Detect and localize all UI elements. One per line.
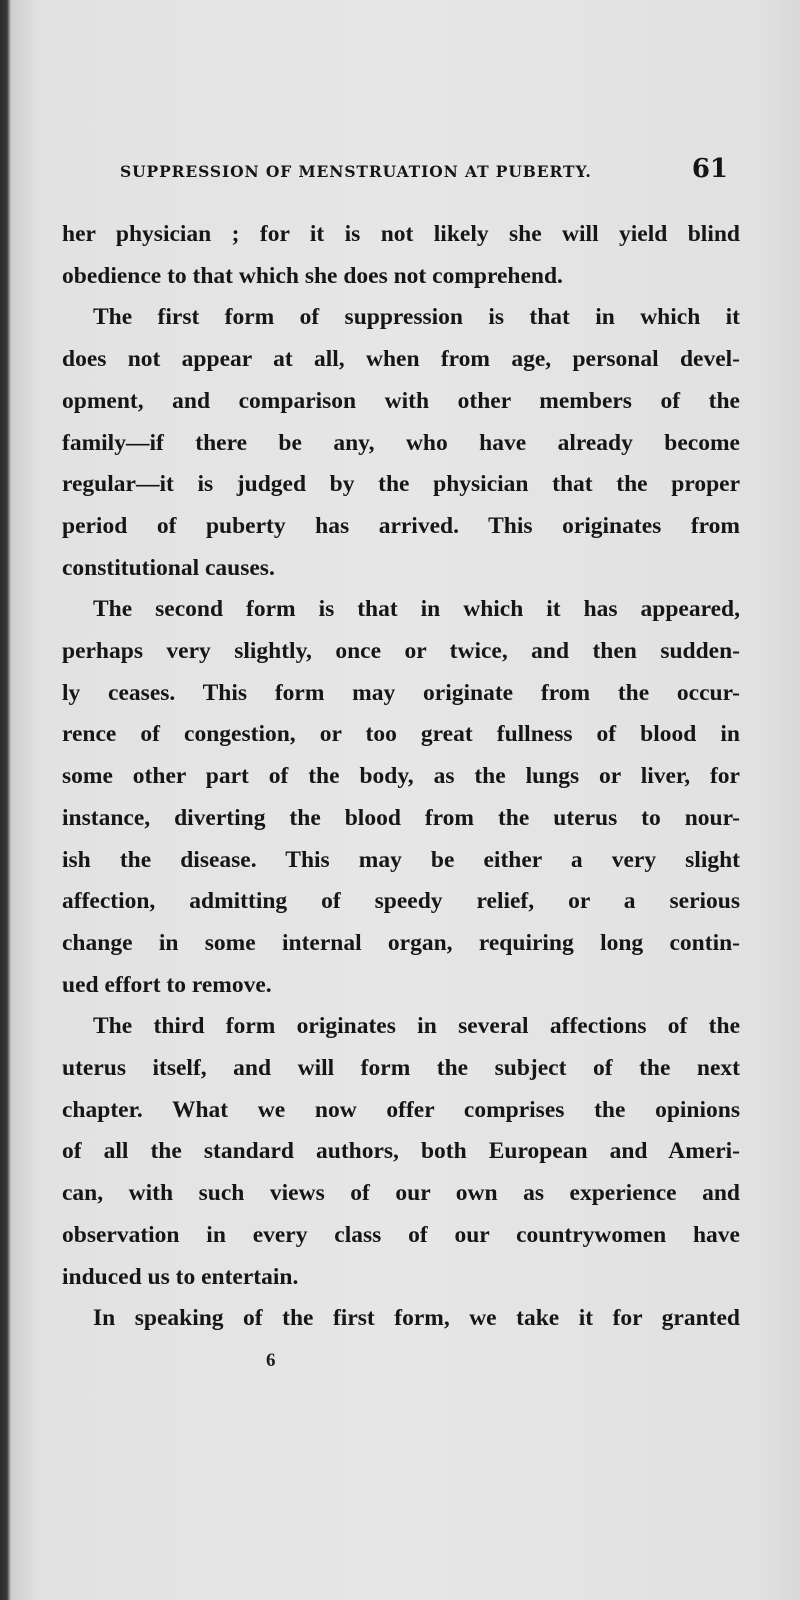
text-line: obedience to that which she does not comprehend. (62, 262, 563, 289)
text-line: observation in every class of our countrywomen have (62, 1221, 740, 1248)
text-line: can, with such views of our own as experience and (62, 1180, 740, 1207)
text-line: instance, diverting the blood from the uterus to nour- (62, 804, 740, 831)
text-line: some other part of the body, as the lungs or liver, for (62, 763, 740, 790)
text-line: The second form is that in which it has appeared, (93, 596, 740, 623)
text-line: opment, and comparison with other members of the (62, 387, 740, 414)
running-head-title: SUPPRESSION OF MENSTRUATION AT PUBERTY. (120, 162, 592, 181)
text-line: affection, admitting of speedy relief, or a serious (62, 888, 740, 915)
text-line: of all the standard authors, both European and Ameri- (62, 1138, 740, 1165)
signature-mark: 6 (266, 1350, 276, 1371)
text-line: induced us to entertain. (62, 1263, 299, 1290)
text-line: ued effort to remove. (62, 971, 272, 998)
text-line: The first form of suppression is that in which it (93, 304, 740, 331)
running-head (120, 154, 730, 190)
page-number: 61 (691, 154, 728, 184)
text-line: The third form originates in several affections of the (93, 1013, 740, 1040)
text-line: uterus itself, and will form the subject of the next (62, 1055, 740, 1082)
body-text (62, 214, 740, 1340)
text-line: regular—it is judged by the physician that the proper (62, 471, 740, 498)
text-line: perhaps very slightly, once or twice, and then sudden- (62, 638, 740, 665)
text-line: rence of congestion, or too great fullness of blood in (62, 721, 740, 748)
text-line: change in some internal organ, requiring long contin- (62, 929, 740, 956)
text-line: period of puberty has arrived. This originates from (62, 512, 740, 539)
text-line: family—if there be any, who have already become (62, 429, 740, 456)
text-line: her physician ; for it is not likely she will yield blind (62, 221, 740, 247)
text-line: does not appear at all, when from age, personal devel- (62, 346, 740, 373)
text-line: ly ceases. This form may originate from the occur- (62, 679, 740, 706)
text-line: chapter. What we now offer comprises the opinions (62, 1096, 740, 1123)
text-line: In speaking of the first form, we take it for granted (93, 1305, 740, 1332)
text-line: ish the disease. This may be either a very slight (62, 846, 740, 873)
text-line: constitutional causes. (62, 554, 275, 581)
